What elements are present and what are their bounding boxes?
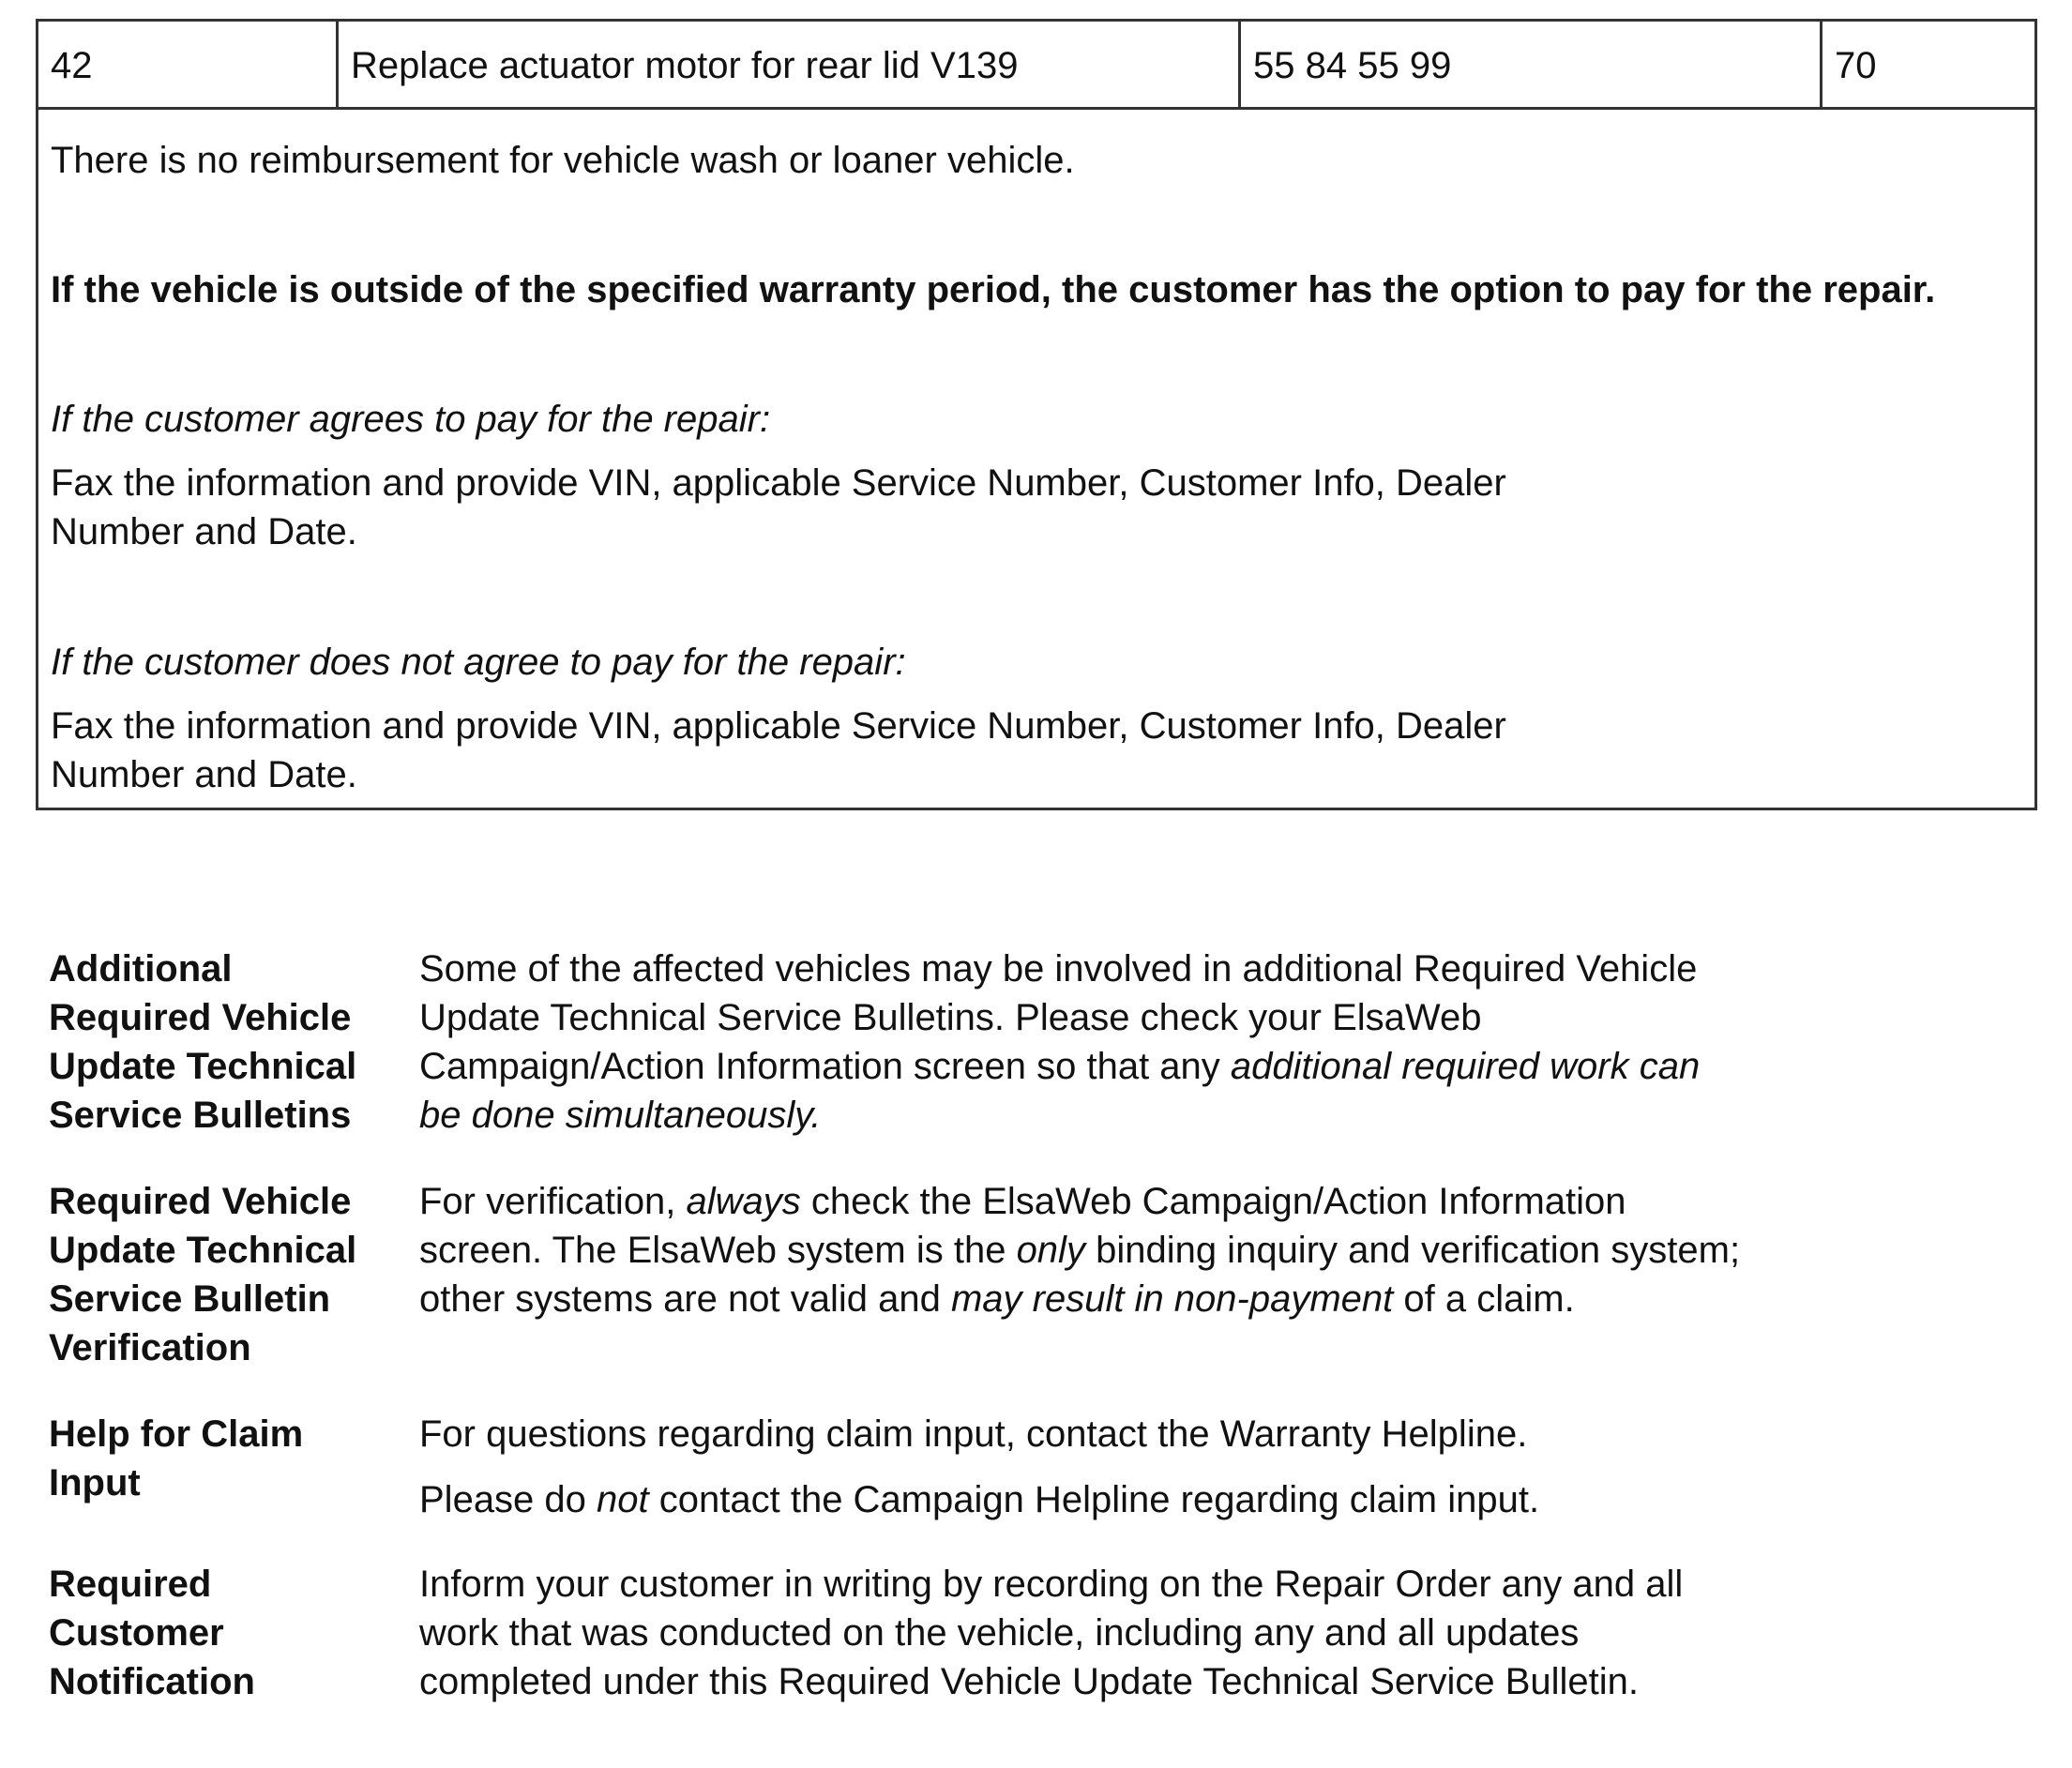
repair-table <box>36 19 2037 810</box>
not-agree-instructions-line2: Number and Date. <box>51 754 357 795</box>
row-value-cell: 70 <box>1835 45 1877 86</box>
section-text-part: binding inquiry and verification system; other systems are not valid and <box>419 1230 1741 1320</box>
section-text-part: For verification, <box>419 1181 687 1222</box>
agrees-heading: If the customer agrees to pay for the repair: <box>51 399 771 440</box>
not-agree-heading: If the customer does not agree to pay for the repair: <box>51 642 906 683</box>
section-text-emphasis: additional required work can be done simultaneously. <box>419 1046 1701 1136</box>
section-text-emphasis: only <box>1016 1230 1085 1271</box>
warranty-statement: If the vehicle is outside of the specified warranty period, the customer has the option to pay for the repair. <box>51 269 1936 310</box>
no-reimbursement-text: There is no reimbursement for vehicle wash or loaner vehicle. <box>51 140 1075 181</box>
section-text-part: Please do <box>419 1479 597 1520</box>
section-text: Inform your customer in writing by recording on the Repair Order any and all work that was conducted on the vehicle, including any and all updates completed under this Required Vehicle Update Technical Service Bulletin. <box>419 1564 1684 1702</box>
section-text-part: contact the Campaign Helpline regarding claim input. <box>648 1479 1540 1520</box>
section-text-part: Some of the affected vehicles may be involved in additional Required Vehicle Update Technical Service Bulletins. Please check your ElsaWeb Campaign/Action Information screen so that any <box>419 948 1698 1087</box>
section-text <box>419 1177 1751 1323</box>
agrees-instructions-line2: Number and Date. <box>51 511 357 552</box>
section-label: Required Customer Notification <box>49 1564 255 1702</box>
section-text-part: check the ElsaWeb Campaign/Action Information screen. The ElsaWeb system is the <box>419 1181 1626 1271</box>
section-text-emphasis: always <box>686 1181 801 1222</box>
section-text-emphasis: may result in non-payment <box>950 1278 1394 1320</box>
table-row <box>38 22 2034 110</box>
section-text-part: of a claim. <box>1393 1278 1575 1320</box>
section-label: Required Vehicle Update Technical Service Bulletin Verification <box>49 1181 357 1368</box>
not-agree-instructions-line1: Fax the information and provide VIN, applicable Service Number, Customer Info, Dealer <box>51 705 1506 747</box>
section-text-line2 <box>419 1475 1751 1524</box>
section-label: Help for Claim Input <box>49 1413 304 1504</box>
agrees-instructions-line1: Fax the information and provide VIN, applicable Service Number, Customer Info, Dealer <box>51 462 1506 504</box>
section-text-emphasis: not <box>597 1479 649 1520</box>
row-part-codes-cell: 55 84 55 99 <box>1241 22 1822 107</box>
section-text-line1: For questions regarding claim input, contact the Warranty Helpline. <box>419 1413 1528 1455</box>
row-number-cell: 42 <box>38 22 339 107</box>
row-description-cell: Replace actuator motor for rear lid V139 <box>339 22 1241 107</box>
section-label: Additional Required Vehicle Update Technical Service Bulletins <box>49 948 357 1136</box>
section-text <box>419 944 1751 1140</box>
